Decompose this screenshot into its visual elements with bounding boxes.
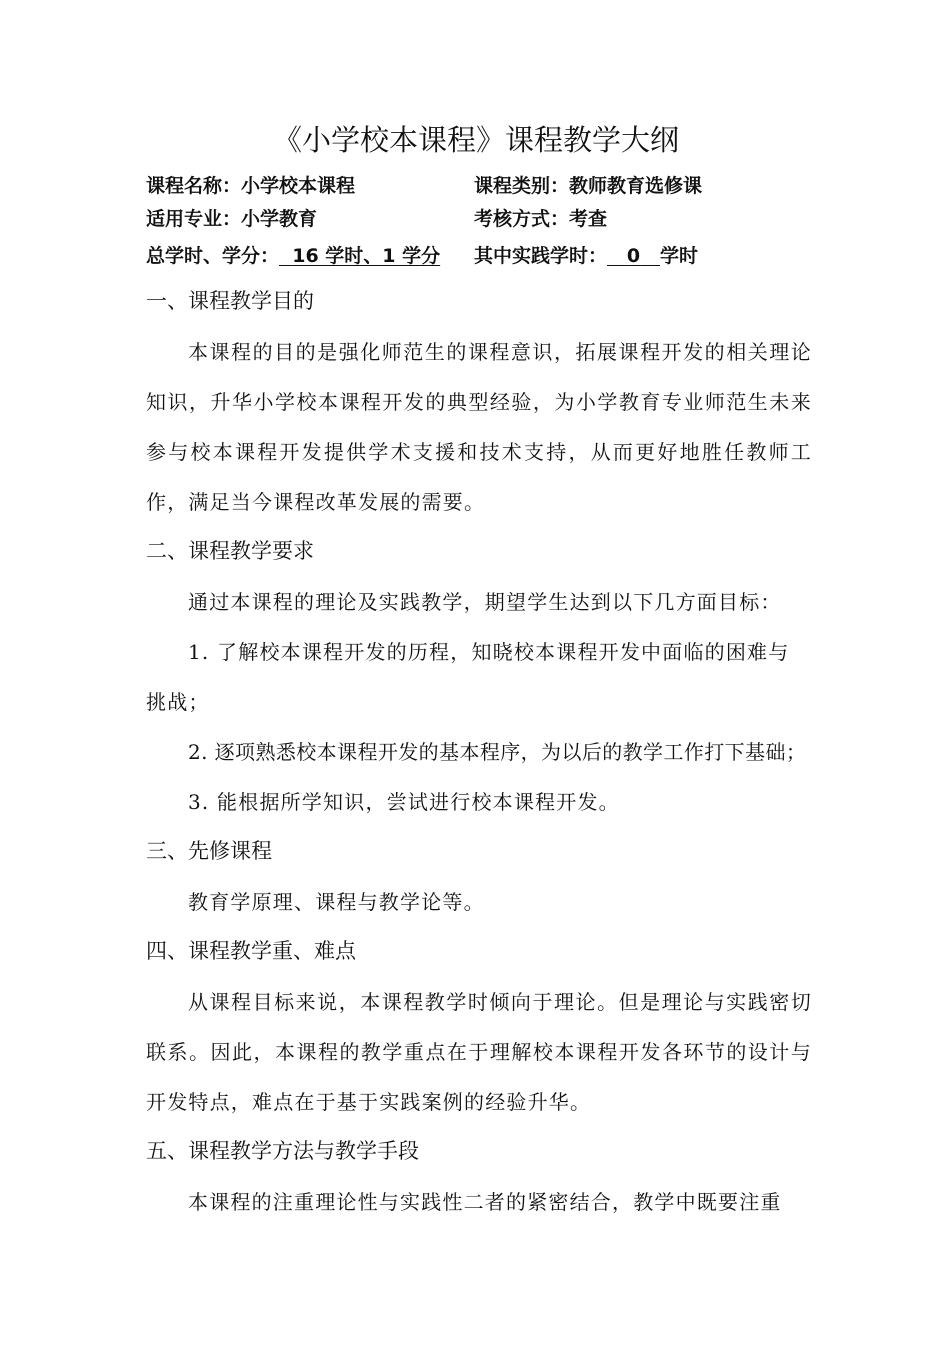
major-label: 适用专业： [146,208,242,230]
requirement-item-3: 3. 能根据所学知识，尝试进行校本课程开发。 [188,790,620,814]
practice-row [474,242,698,270]
section-2-intro: 通过本课程的理论及实践教学，期望学生达到以下几方面目标： [188,590,782,614]
course-name-value: 小学校本课程 [241,175,356,197]
requirement-item-1-line-1: 1. 了解校本课程开发的历程，知晓校本课程开发中面临的困难与 [188,640,790,664]
hours-label: 总学时、学分： [146,245,280,267]
assessment-row [474,205,607,233]
course-type-row [474,172,702,200]
section-heading-2: 二、课程教学要求 [146,539,314,563]
section-heading-4: 四、课程教学重、难点 [146,939,356,963]
course-type-value: 教师教育选修课 [569,175,703,197]
major-value: 小学教育 [241,208,318,230]
requirement-item-1-line-2: 挑战； [146,690,210,714]
course-type-label: 课程类别： [474,175,570,197]
assessment-value: 考查 [569,208,608,230]
practice-value: 0 [626,245,641,267]
section-heading-5: 五、课程教学方法与教学手段 [146,1139,419,1163]
section-4-paragraph: 从课程目标来说，本课程教学时倾向于理论。但是理论与实践密切联系。因此，本课程的教学重点在于理解校本课程开发各环节的设计与开发特点，难点在于基于实践案例的经验升华。 [146,990,812,1114]
practice-unit: 学时 [659,245,698,267]
section-heading-3: 三、先修课程 [146,839,272,863]
section-5-paragraph: 本课程的注重理论性与实践性二者的紧密结合，教学中既要注重 [188,1190,782,1214]
practice-label: 其中实践学时： [474,245,608,267]
section-1-paragraph: 本课程的目的是强化师范生的课程意识，拓展课程开发的相关理论知识，升华小学校本课程开发的典型经验，为小学教育专业师范生未来参与校本课程开发提供学术支援和技术支持，从而更好地胜任教师工作，满足当今课程改革发展的需要。 [146,340,812,514]
major-row [146,205,317,233]
section-heading-1: 一、课程教学目的 [146,289,314,313]
course-name-row [146,172,355,200]
section-3-paragraph: 教育学原理、课程与教学论等。 [188,890,485,914]
requirement-item-2: 2. 逐项熟悉校本课程开发的基本程序，为以后的教学工作打下基础； [188,740,807,764]
assessment-label: 考核方式： [474,208,570,230]
course-name-label: 课程名称： [146,175,242,197]
hours-value: 16 学时、1 学分 [292,245,441,267]
hours-row [146,242,440,270]
page-title: 《小学校本课程》课程教学大纲 [272,123,679,157]
